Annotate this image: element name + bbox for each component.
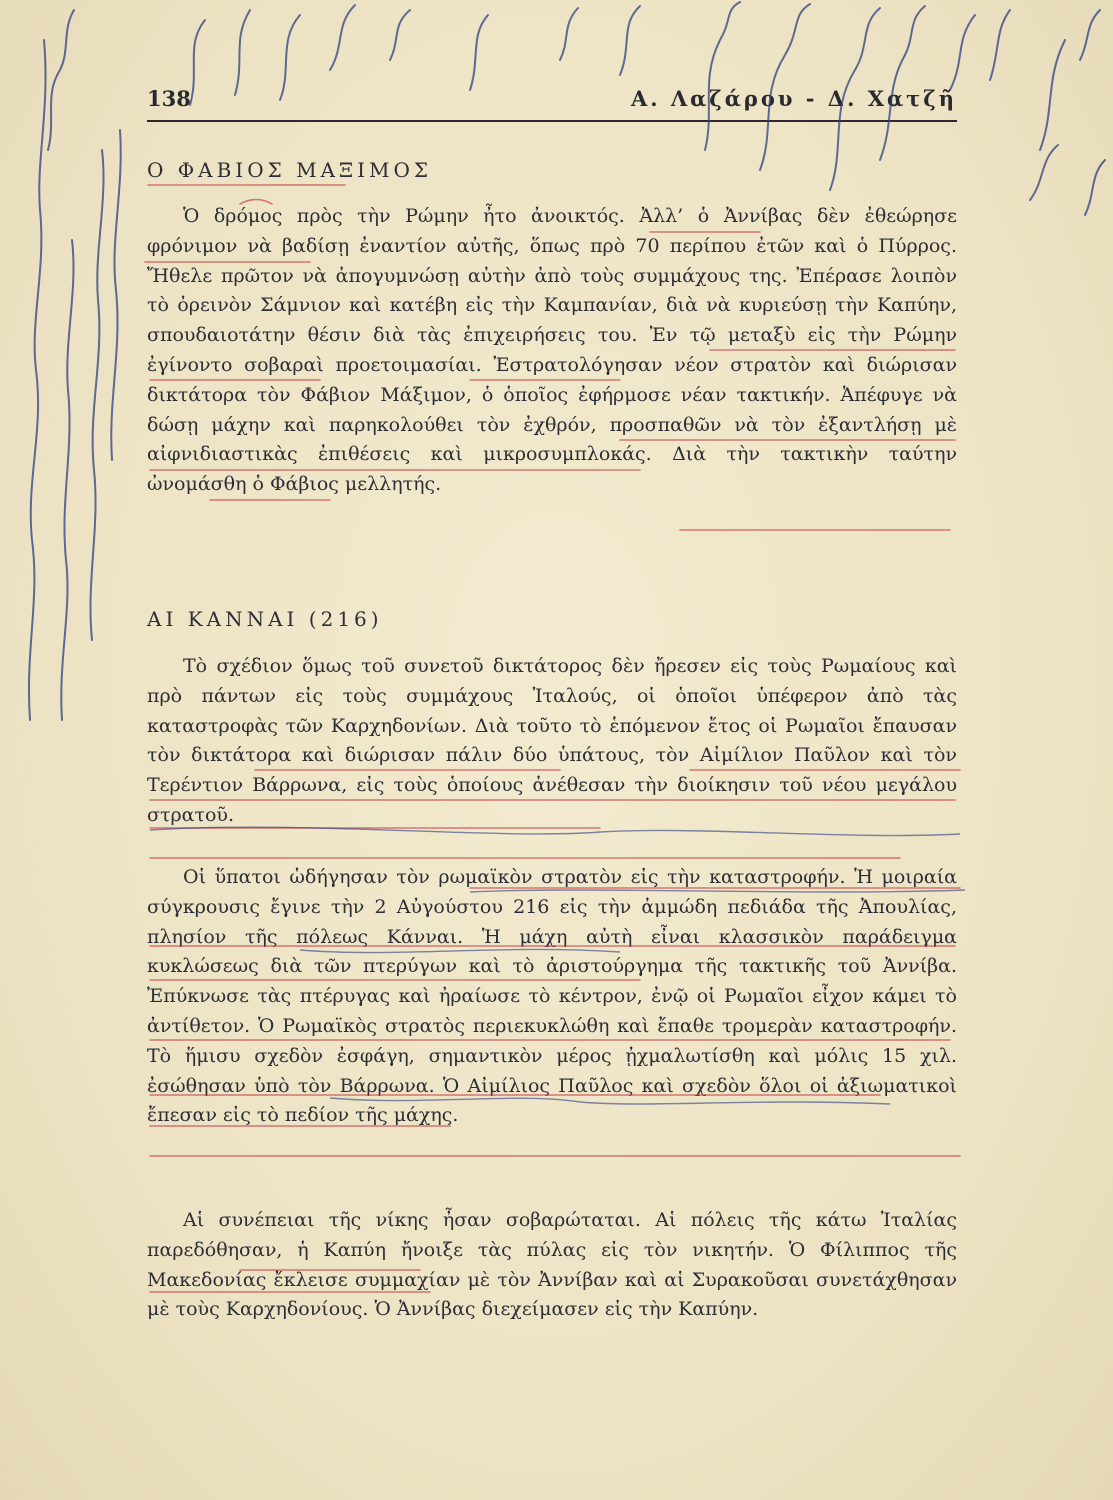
running-head: Α. Λαζάρου - Δ. Χατζῆ xyxy=(630,86,957,111)
page-header xyxy=(147,86,957,122)
paragraph-cannae-2: Οἱ ὕπατοι ὡδήγησαν τὸν ρωμαϊκὸν στρατὸν εἰς τὴν καταστροφήν. Ἡ μοιραία σύγκρουσις ἔγινε τὴν 2 Αὐγούστου 216 εἰς τὴν ἀμμώδη πεδιάδα τῆς Ἀπουλίας, πλησίον τῆς πόλεως Κάνναι. Ἡ μάχη αὐτὴ εἶναι κλασσικὸν παράδειγμα κυκλώσεως διὰ τῶν πτερύγων καὶ τὸ ἀριστούργημα τῆς τακτικῆς τοῦ Ἀννίβα. Ἐπύκνωσε τὰς πτέρυγας καὶ ἠραίωσε τὸ κέντρον, ἐνῷ οἱ Ρωμαῖοι εἶχον κάμει τὸ ἀντίθετον. Ὁ Ρωμαϊκὸς στρατὸς περιεκυκλώθη καὶ ἔπαθε τρομερὰν καταστροφήν. Τὸ ἥμισυ σχεδὸν ἐσφάγη, σημαντικὸν μέρος ᾐχμαλωτίσθη καὶ μόλις 15 χιλ. ἐσώθησαν ὑπὸ τὸν Βάρρωνα. Ὁ Αἰμίλιος Παῦλος καὶ σχεδὸν ὅλοι οἱ ἀξιωματικοὶ ἔπεσαν εἰς τὸ πεδίον τῆς μάχης. xyxy=(147,866,957,1127)
page-number: 138 xyxy=(147,86,191,111)
paragraph-fabius: Ὁ δρόμος πρὸς τὴν Ρώμην ἦτο ἀνοικτός. Ἀλλ’ ὁ Ἀννίβας δὲν ἐθεώρησε φρόνιμον νὰ βαδίσῃ ἐναντίον αὐτῆς, ὅπως πρὸ 70 περίπου ἐτῶν καὶ ὁ Πύρρος. Ἤθελε πρῶτον νὰ ἀπογυμνώσῃ αὐτὴν ἀπὸ τοὺς συμμάχους της. Ἐπέρασε λοιπὸν τὸ ὀρεινὸν Σάμνιον καὶ κατέβη εἰς τὴν Καμπανίαν, διὰ νὰ κυριεύσῃ τὴν Καπύην, σπουδαιοτάτην θέσιν διὰ τὰς ἐπιχειρήσεις του. Ἐν τῷ μεταξὺ εἰς τὴν Ρώμην ἐγίνοντο σοβαραὶ προετοιμασίαι. Ἐστρατολόγησαν νέον στρατὸν καὶ διώρισαν δικτάτορα τὸν Φάβιον Μάξιμον, ὁ ὁποῖος ἐφήρμοσε νέαν τακτικήν. Ἀπέφυγε νὰ δώσῃ μάχην καὶ παρηκολούθει τὸν ἐχθρόν, προσπαθῶν νὰ τὸν ἐξαντλήσῃ μὲ αἰφνιδιαστικὰς ἐπιθέσεις καὶ μικροσυμπλοκάς. Διὰ τὴν τακτικὴν ταύτην ὠνομάσθη ὁ Φάβιος μελλητής. xyxy=(147,205,957,496)
section-title-fabius: Ο ΦΑΒΙΟΣ ΜΑΞΙΜΟΣ xyxy=(147,158,432,182)
paragraph-cannae-1: Τὸ σχέδιον ὅμως τοῦ συνετοῦ δικτάτορος δὲν ἤρεσεν εἰς τοὺς Ρωμαίους καὶ πρὸ πάντων εἰς τοὺς συμμάχους Ἰταλούς, οἱ ὁποῖοι ὑπέφερον ἀπὸ τὰς καταστροφὰς τῶν Καρχηδονίων. Διὰ τοῦτο τὸ ἑπόμενον ἔτος οἱ Ρωμαῖοι ἔπαυσαν τὸν δικτάτορα καὶ διώρισαν πάλιν δύο ὑπάτους, τὸν Αἰμίλιον Παῦλον καὶ τὸν Τερέντιον Βάρρωνα, εἰς τοὺς ὁποίους ἀνέθεσαν τὴν διοίκησιν τοῦ νέου μεγάλου στρατοῦ. xyxy=(147,655,957,826)
section-title-cannae: ΑΙ ΚΑΝΝΑΙ (216) xyxy=(147,607,383,631)
paragraph-cannae-3: Αἱ συνέπειαι τῆς νίκης ἦσαν σοβαρώταται. Αἱ πόλεις τῆς κάτω Ἰταλίας παρεδόθησαν, ἡ Καπύη ἤνοιξε τὰς πύλας εἰς τὸν νικητήν. Ὁ Φίλιππος τῆς Μακεδονίας ἔκλεισε συμμαχίαν μὲ τὸν Ἀννίβαν καὶ αἱ Συρακοῦσαι συνετάχθησαν μὲ τοὺς Καρχηδονίους. Ὁ Ἀννίβας διεχείμασεν εἰς τὴν Καπύην. xyxy=(147,1209,957,1321)
